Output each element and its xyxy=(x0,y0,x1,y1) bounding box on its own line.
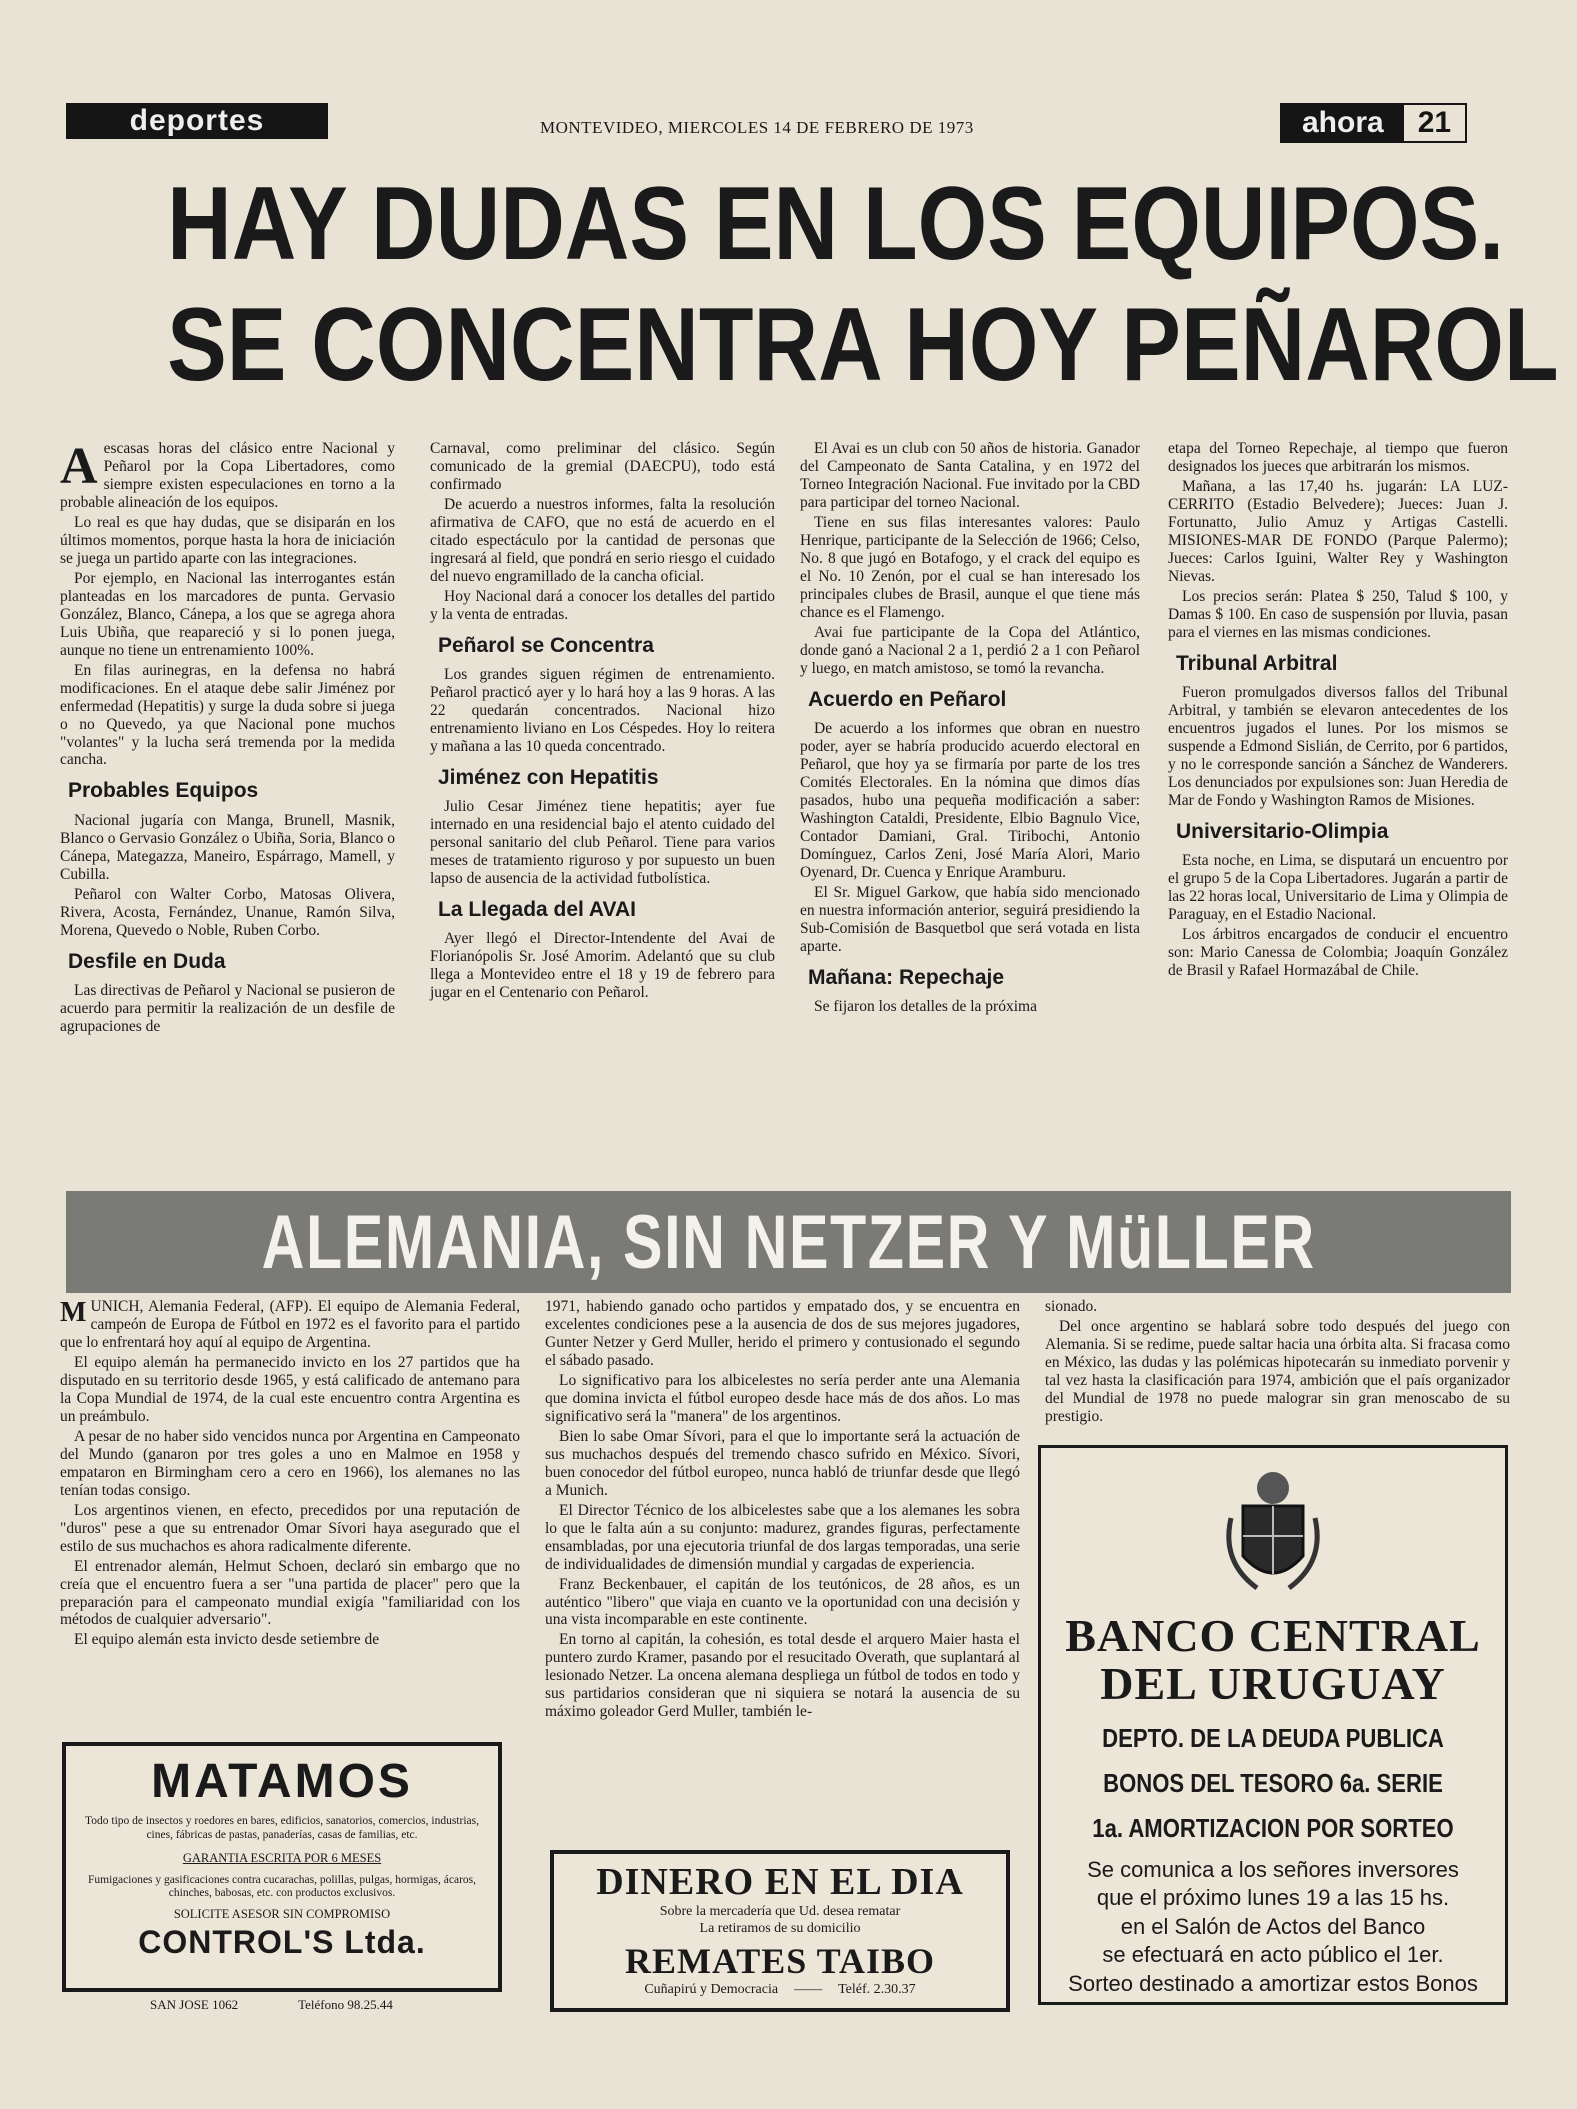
article1-column-4 xyxy=(1168,440,1508,982)
article2-paragraph: El Director Técnico de los albicelestes sabe que a los alemanes les sobra lo que le falta aún a su conjunto: madurez, grandes figuras, perfectamente ensambladas, por una ejecutoria triunfal de dos largas temporadas, una serie de individualidades de dimensión mundial y cargadas de experiencia. xyxy=(545,1501,1020,1573)
subhead-universitario-olimpia: Universitario-Olimpia xyxy=(1176,819,1389,843)
ad-dinero-address: Cuñapirú y Democracia xyxy=(644,1981,779,1997)
ad-banco-sub3: 1a. AMORTIZACION POR SORTEO xyxy=(1092,1812,1454,1843)
coat-of-arms-icon xyxy=(1051,1462,1495,1602)
article1-paragraph: El Sr. Miguel Garkow, que había sido mencionado en nuestra información anterior, seguirá presidiendo la Sub-Comisión de Basquetbol que será votada en lista aparte. xyxy=(800,883,1140,955)
article2-paragraph: Del once argentino se hablará sobre todo después del juego con Alemania. Si se redime, puede saltar hacia una órbita alta. Si fracasa como en México, las dudas y las polémicas hipotecarán su inmediato porvenir y tal vez hasta la clasificación para 1974, ambición que el país organizador del Mundial de 1978 no puede malograr sin gran menoscabo de su prestigio. xyxy=(1045,1317,1510,1425)
section-tag: deportes xyxy=(66,103,328,139)
ad-matamos-address: SAN JOSE 1062 xyxy=(150,1997,239,2012)
ad-dinero-line1: Sobre la mercadería que Ud. desea rematar xyxy=(659,1904,901,1919)
ad-matamos-company: CONTROL'S Ltda. xyxy=(138,1924,426,1961)
ad-matamos-text: Todo tipo de insectos y roedores en bares, edificios, sanatorios, comercios, industrias, cines, fábricas de pastas, panaderías, casas de familias, etc. xyxy=(85,1815,479,1841)
ad-dinero-title: DINERO EN EL DIA xyxy=(596,1861,964,1903)
article1-paragraph: Lo real es que hay dudas, que se disiparán en los últimos momentos, porque hasta la hora de iniciación se juega un partido aparte con las integraciones. xyxy=(60,513,395,567)
article1-paragraph: Los árbitros encargados de conducir el encuentro son: Mario Canessa de Colombia; Joaquín González de Brasil y Rafael Hormazábal de Chile. xyxy=(1168,926,1508,979)
subhead-jimenez-con-hepatitis: Jiménez con Hepatitis xyxy=(438,765,659,789)
ad-matamos-title: MATAMOS xyxy=(151,1755,413,1808)
article1-paragraph: Tiene en sus filas interesantes valores: Paulo Henrique, participante de la Selección de 1966; Celso, No. 8 que jugó en Botafogo, y el crack del equipo es el No. 10 Zenón, por el cual se han interesado los principales clubes de Brasil, aunque el que tiene más chance es el Flamengo. xyxy=(800,513,1140,621)
article1-paragraph: Fueron promulgados diversos fallos del Tribunal Arbitral, y también se elevaron antecedentes de los encuentros jugados el lunes. Por los mismos se suspende a Edmond Sislián, de Cerrito, por 6 partidos, y no le corresponde sanción a Sánchez de Wanderers. Los denunciados por expulsiones son: Juan Heredia de Mar de Fondo y Washington Ramos de Misiones. xyxy=(1168,684,1508,809)
ad-banco-body5: Sorteo destinado a amortizar estos Bonos xyxy=(1068,1970,1478,1996)
article1-paragraph: En filas aurinegras, en la defensa no habrá modificaciones. En el ataque debe salir Jiménez por enfermedad (Hepatitis) y surge la duda sobre si juega o no Quevedo, ya que Nacional pone muchos "volantes" y la lucha será tremenda por la medida cancha. xyxy=(60,661,395,769)
article1-paragraph: Las directivas de Peñarol y Nacional se pusieron de acuerdo para permitir la realización de un desfile de agrupaciones de xyxy=(60,981,395,1035)
subhead-probables-equipos: Probables Equipos xyxy=(68,779,259,803)
article2-paragraph: Los argentinos vienen, en efecto, precedidos por una reputación de "duros" pese a que su entrenador Omar Sívori haya asegurado que el estilo de sus muchachos es ahora radicalmente diferente. xyxy=(60,1501,520,1555)
dropcap: A xyxy=(60,438,98,495)
article2-paragraph: A pesar de no haber sido vencidos nunca por Argentina en Campeonato del Mundo (ganaron por tres goles a uno en Malmoe en 1958 y empataron en Birmingham cero a cero en 1966), los alemanes no las tenían todas consigo. xyxy=(60,1427,520,1499)
banner-text: ALEMANIA, SIN NETZER Y MüLLER xyxy=(261,1199,1316,1285)
subhead-acuerdo-en-penarol: Acuerdo en Peñarol xyxy=(808,687,1007,711)
ad-dinero xyxy=(550,1850,1010,2012)
article1-paragraph: Esta noche, en Lima, se disputará un encuentro por el grupo 5 de la Copa Libertadores. Jugarán a partir de las 22 horas local, Universitario de Lima y Olimpia de Paraguay, en el Estadio Nacional. xyxy=(1168,852,1508,924)
article2-paragraph: Franz Beckenbauer, el capitán de los teutónicos, de 28 años, es un auténtico "libero" que viaja en cuanto ve la oportunidad con una decisión y una vista incomparable en este continente. xyxy=(545,1575,1020,1629)
ad-banco-title2: DEL URUGUAY xyxy=(1100,1658,1446,1710)
article1-paragraph: Nacional jugaría con Manga, Brunell, Masnik, Blanco o Gervasio González o Ubiña, Soria, Blanco o Cánepa, Mategazza, Maneiro, Espárrago, Mamell, y Cubilla. xyxy=(60,811,395,883)
article1-paragraph: Avai fue participante de la Copa del Atlántico, donde ganó a Nacional 2 a 1, perdió 2 a 1 con Peñarol y luego, en match amistoso, se tomó la revancha. xyxy=(800,623,1140,677)
article1-column-2 xyxy=(430,440,775,1004)
ad-matamos-footer xyxy=(150,1997,393,2013)
ad-dinero-line2: La retiramos de su domicilio xyxy=(699,1920,861,1936)
ad-matamos-text2: Fumigaciones y gasificaciones contra cucarachas, polillas, pulgas, hormigas, ácaros, chinches, babosas, etc. con productos exclusivos. xyxy=(88,1873,476,1900)
article2-paragraph: En torno al capitán, la cohesión, es total desde el arquero Maier hasta el puntero zurdo Kramer, pasando por el resucitado Overath, que suplantará al lesionado Netzer. La oncena alemana despliega un fútbol de todos en todo y sus partidarios consideran que ni siquiera se notará la ausencia de su máximo goleador Gerd Muller, también le- xyxy=(545,1631,1020,1721)
page-number: 21 xyxy=(1404,105,1465,141)
ad-banco-body4: se efectuará en acto público el 1er. xyxy=(1102,1942,1444,1968)
headline-line1: HAY DUDAS EN LOS EQUIPOS. xyxy=(167,166,1505,282)
article2-paragraph: El entrenador alemán, Helmut Schoen, declaró sin embargo que no creía que el encuentro fuera a ser "una partida de placer" pero que la preparación para el campeonato mundial exigía "familiaridad con los métodos de cualquier adversario". xyxy=(60,1557,520,1629)
article1-paragraph: Carnaval, como preliminar del clásico. Según comunicado de la gremial (DAECPU), todo está confirmado xyxy=(430,440,775,493)
article1-paragraph: El Avai es un club con 50 años de historia. Ganador del Campeonato de Santa Catalina, y en 1972 del Torneo Integración Nacional. Fue invitado por la CBD para participar del torneo Nacional. xyxy=(800,440,1140,511)
subhead-manana-repechaje: Mañana: Repechaje xyxy=(808,965,1005,989)
article1-paragraph: Hoy Nacional dará a conocer los detalles del partido y la venta de entradas. xyxy=(430,587,775,623)
article1-paragraph: etapa del Torneo Repechaje, al tiempo que fueron designados los jueces que arbitrarán los mismos. xyxy=(1168,440,1508,475)
article2-paragraph: El equipo alemán ha permanecido invicto en los 27 partidos que ha disputado en su territorio desde 1965, y está calificado de antemano para la Copa Mundial de 1974, de la cual este encuentro contra Argentina es un preámbulo. xyxy=(60,1353,520,1425)
ad-banco-sub1: DEPTO. DE LA DEUDA PUBLICA xyxy=(1102,1722,1444,1753)
article1-column-1 xyxy=(60,440,395,1038)
ad-matamos-phone: Teléfono 98.25.44 xyxy=(298,1997,393,2012)
banner-headline xyxy=(66,1191,1511,1293)
dateline: MONTEVIDEO, MIERCOLES 14 DE FEBRERO DE 1973 xyxy=(540,118,974,137)
ad-banco-body1: Se comunica a los señores inversores xyxy=(1087,1856,1459,1882)
ad-matamos-guarantee: GARANTIA ESCRITA POR 6 MESES xyxy=(182,1850,382,1865)
headline-line2: SE CONCENTRA HOY PEÑAROL xyxy=(167,287,1559,403)
ad-dinero-dash: —— xyxy=(794,1981,823,1997)
article1-paragraph: Ayer llegó el Director-Intendente del Avai de Florianópolis Sr. José Amorim. Adelantó que su club llega a Montevideo entre el 18 y 19 de febrero para jugar en el Centenario con Peñarol. xyxy=(430,930,775,1002)
subhead-llegada-del-avai: La Llegada del AVAI xyxy=(438,898,636,922)
article1-paragraph: Peñarol con Walter Corbo, Matosas Olivera, Rivera, Acosta, Fernández, Unanue, Ramón Silva, Morena, Quevedo o Noble, Ruben Corbo. xyxy=(60,885,395,939)
article2-col1-p1 xyxy=(60,1298,520,1352)
dropcap: M xyxy=(60,1297,87,1328)
ad-banco-body3: en el Salón de Actos del Banco xyxy=(1120,1913,1426,1939)
ad-banco-body2: que el próximo lunes 19 a las 15 hs. xyxy=(1096,1885,1450,1911)
article2-paragraph: sionado. xyxy=(1045,1298,1098,1315)
article1-paragraph: Julio Cesar Jiménez tiene hepatitis; ayer fue internado en una residencial bajo el atento cuidado del personal sanitario del club Peñarol. Tiene para varios meses de tratamiento riguroso y por supuesto un buen lapso de ausencia de la actividad futbolística. xyxy=(430,798,775,888)
article2-col1-p1-text: UNICH, Alemania Federal, (AFP). El equipo de Alemania Federal, campeón de Europa de Fútbol en 1972 es el favorito para el partido que lo enfrentará hoy aquí al equipo de Argentina. xyxy=(60,1298,520,1351)
subhead-tribunal-arbitral: Tribunal Arbitral xyxy=(1176,651,1338,675)
brand-name: ahora xyxy=(1282,105,1404,141)
article1-paragraph: Se fijaron los detalles de la próxima xyxy=(814,997,1037,1015)
article1-col1-p1-text: escasas horas del clásico entre Nacional y Peñarol por la Copa Libertadores, como siempre existen especulaciones en torno a la probable alineación de los equipos. xyxy=(60,440,395,511)
ad-matamos-advisor: SOLICITE ASESOR SIN COMPROMISO xyxy=(173,1907,391,1922)
ad-banco-central xyxy=(1038,1445,1508,2005)
article2-column-2 xyxy=(545,1298,1020,1723)
ad-dinero-phone: Teléf. 2.30.37 xyxy=(838,1981,916,1997)
article2-paragraph: El equipo alemán esta invicto desde setiembre de xyxy=(74,1631,380,1649)
ad-matamos xyxy=(62,1742,502,1992)
article1-paragraph: Por ejemplo, en Nacional las interrogantes están planteadas en los marcadores de punta. Gervasio González, Blanco, Cánepa, a los que se agrega ahora Luis Ubiña, que reapareció y si lo ponen juega, aunque no tiene un entrenamiento 100%. xyxy=(60,569,395,659)
ad-dinero-company: REMATES TAIBO xyxy=(624,1940,936,1981)
article1-paragraph: Mañana, a las 17,40 hs. jugarán: LA LUZ-CERRITO (Estadio Belvedere); Jueces: Juan J. Fortunatto, Julio Amuz y Artigas Castelli. MISIONES-MAR DE FONDO (Parque Palermo); Jueces: Carlos Iguini, Walter Rey y Washington Nievas. xyxy=(1168,477,1508,585)
article1-column-3 xyxy=(800,440,1140,1018)
subhead-desfile-en-duda: Desfile en Duda xyxy=(68,949,226,973)
article1-col1-p1 xyxy=(60,440,395,512)
article1-paragraph: Los precios serán: Platea $ 250, Talud $ 100, y Damas $ 100. En caso de suspensión por lluvia, pasan para el viernes en las mismas condiciones. xyxy=(1168,587,1508,641)
article1-paragraph: De acuerdo a nuestros informes, falta la resolución afirmativa de CAFO, que no está de acuerdo en el citado espectáculo por la cantidad de personas que ingresará al field, que pondrá en serio riesgo el cuidado del nuevo engramillado de la cancha oficial. xyxy=(430,495,775,585)
article2-paragraph: Bien lo sabe Omar Sívori, para el que lo importante será la actuación de sus muchachos después del tremendo chasco sufrido en México. Sívori, buen conocedor del fútbol europeo, nunca habló de triunfar desde que llegó a Munich. xyxy=(545,1427,1020,1499)
subhead-penarol-se-concentra: Peñarol se Concentra xyxy=(438,633,654,657)
article1-paragraph: Los grandes siguen régimen de entrenamiento. Peñarol practicó ayer y lo hará hoy a las 9 horas. A las 22 quedarán concentrados. Nacional hizo entrenamiento liviano en Los Céspedes. Hoy lo reitera y mañana a las 10 queda concentrado. xyxy=(430,666,775,755)
ad-dinero-contact xyxy=(564,1982,996,1999)
article2-column-3 xyxy=(1045,1298,1510,1428)
article1-paragraph: De acuerdo a los informes que obran en nuestro poder, ayer se habría producido acuerdo electoral en Peñarol, que hoy ya se firmaría por parte de los tres Comités Electorales. En la nómina que dimos días pasados, hubo una pequeña modificación a saber: Washington Cataldi, Presidente, Elbio Bagnulo Vice, Contador Damiani, Gral. Tiribochi, Antonio Domínguez, Carlos Zeni, José María Alori, Mario Oyenard, Dr. Cuenca y Enrique Aramburu. xyxy=(800,719,1140,881)
ad-banco-title1: BANCO CENTRAL xyxy=(1065,1610,1481,1661)
article2-paragraph: Lo significativo para los albicelestes no sería perder ante una Alemania que domina invicta el fútbol europeo desde hace más de dos años. Lo mas significativo será la "manera" de los argentinos. xyxy=(545,1371,1020,1425)
masthead-brand xyxy=(1280,103,1467,143)
article2-column-1 xyxy=(60,1298,520,1651)
ad-banco-sub2: BONOS DEL TESORO 6a. SERIE xyxy=(1103,1767,1443,1798)
article2-paragraph: 1971, habiendo ganado ocho partidos y empatado dos, y se encuentra en excelentes condiciones pese a la ausencia de dos de sus mejores jugadores, Gunter Netzer y Gerd Muller, herido el primero y contusionado el segundo el sábado pasado. xyxy=(545,1298,1020,1369)
